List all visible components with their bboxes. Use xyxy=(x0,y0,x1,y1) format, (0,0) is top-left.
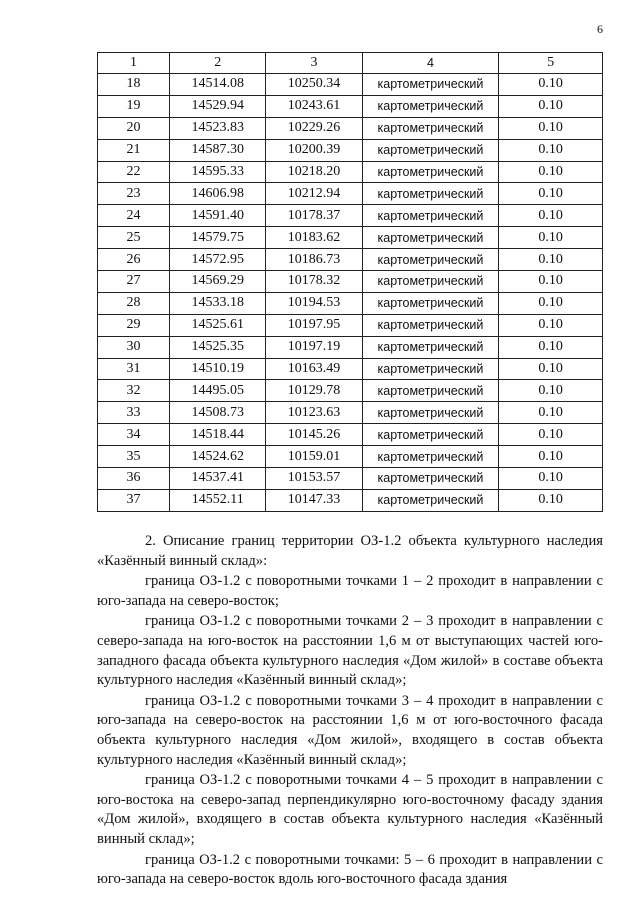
table-cell: 14525.61 xyxy=(170,314,266,336)
table-cell: 31 xyxy=(98,358,170,380)
table-cell: картометрический xyxy=(362,489,499,511)
table-cell: 10145.26 xyxy=(266,424,362,446)
table-cell: 10229.26 xyxy=(266,117,362,139)
table-cell: 10194.53 xyxy=(266,292,362,314)
paragraph: граница ОЗ-1.2 с поворотными точками 1 – 2 проходит в направлении с юго-запада на северо-восток; xyxy=(97,573,603,609)
table-cell: 14495.05 xyxy=(170,380,266,402)
table-cell: 14552.11 xyxy=(170,489,266,511)
table-cell: 18 xyxy=(98,74,170,96)
paragraph-heading: 2. Описание границ территории ОЗ-1.2 объекта культурного наследия «Казённый винный склад»: xyxy=(97,533,603,569)
table-cell: картометрический xyxy=(362,161,499,183)
table-cell: 14524.62 xyxy=(170,446,266,468)
table-cell: 10200.39 xyxy=(266,139,362,161)
table-cell: 28 xyxy=(98,292,170,314)
table-row xyxy=(98,314,603,336)
coordinates-table xyxy=(97,52,603,512)
header-cell: 3 xyxy=(266,53,362,74)
table-cell: 14606.98 xyxy=(170,183,266,205)
table-row xyxy=(98,74,603,96)
table-cell: 0.10 xyxy=(499,183,603,205)
table-cell: 21 xyxy=(98,139,170,161)
table-cell: 10178.32 xyxy=(266,271,362,293)
body-text xyxy=(97,532,603,891)
table-row xyxy=(98,117,603,139)
table-header-row xyxy=(98,53,603,74)
table-cell: 22 xyxy=(98,161,170,183)
table-cell: 14523.83 xyxy=(170,117,266,139)
table-cell: 0.10 xyxy=(499,468,603,490)
table-cell: 14514.08 xyxy=(170,74,266,96)
table-row xyxy=(98,446,603,468)
table-cell: 0.10 xyxy=(499,292,603,314)
table-cell: картометрический xyxy=(362,468,499,490)
table-cell: картометрический xyxy=(362,139,499,161)
table-row xyxy=(98,336,603,358)
paragraph: граница ОЗ-1.2 с поворотными точками 3 – 4 проходит в направлении с юго-запада на северо-восток на расстоянии 1,6 м от юго-восточного фасада объекта культурного наследия «Дом жилой», входящего в состав объекта культурного наследия «Казённый винный склад»; xyxy=(97,692,603,768)
table-row xyxy=(98,205,603,227)
table-cell: картометрический xyxy=(362,227,499,249)
table-cell: 10197.95 xyxy=(266,314,362,336)
table-cell: 0.10 xyxy=(499,205,603,227)
table-cell: 27 xyxy=(98,271,170,293)
table-cell: 0.10 xyxy=(499,161,603,183)
table-cell: 0.10 xyxy=(499,95,603,117)
table-cell: 10153.57 xyxy=(266,468,362,490)
table-row xyxy=(98,249,603,271)
table-row xyxy=(98,402,603,424)
table-cell: 10159.01 xyxy=(266,446,362,468)
table-cell: 0.10 xyxy=(499,249,603,271)
table-cell: 29 xyxy=(98,314,170,336)
table-cell: 33 xyxy=(98,402,170,424)
table-cell: 14595.33 xyxy=(170,161,266,183)
table-row xyxy=(98,183,603,205)
table-cell: 14537.41 xyxy=(170,468,266,490)
coordinates-table-body xyxy=(98,53,603,512)
table-cell: 14529.94 xyxy=(170,95,266,117)
table-row xyxy=(98,292,603,314)
table-cell: 10129.78 xyxy=(266,380,362,402)
table-cell: 14510.19 xyxy=(170,358,266,380)
table-cell: 0.10 xyxy=(499,358,603,380)
table-cell: 10178.37 xyxy=(266,205,362,227)
table-cell: 36 xyxy=(98,468,170,490)
table-cell: 0.10 xyxy=(499,227,603,249)
table-cell: картометрический xyxy=(362,292,499,314)
table-cell: 37 xyxy=(98,489,170,511)
table-cell: 0.10 xyxy=(499,74,603,96)
table-cell: 14587.30 xyxy=(170,139,266,161)
table-cell: картометрический xyxy=(362,424,499,446)
table-cell: 10197.19 xyxy=(266,336,362,358)
table-cell: 14572.95 xyxy=(170,249,266,271)
table-row xyxy=(98,468,603,490)
table-cell: 14569.29 xyxy=(170,271,266,293)
table-cell: 26 xyxy=(98,249,170,271)
header-cell: 5 xyxy=(499,53,603,74)
table-cell: картометрический xyxy=(362,183,499,205)
table-cell: картометрический xyxy=(362,95,499,117)
table-row xyxy=(98,380,603,402)
table-cell: 0.10 xyxy=(499,271,603,293)
table-row xyxy=(98,139,603,161)
table-cell: 25 xyxy=(98,227,170,249)
table-cell: 10186.73 xyxy=(266,249,362,271)
table-cell: 0.10 xyxy=(499,380,603,402)
page-number: 6 xyxy=(597,22,603,36)
table-cell: картометрический xyxy=(362,74,499,96)
table-cell: 0.10 xyxy=(499,336,603,358)
table-cell: 35 xyxy=(98,446,170,468)
table-cell: картометрический xyxy=(362,380,499,402)
table-cell: 24 xyxy=(98,205,170,227)
table-cell: 32 xyxy=(98,380,170,402)
table-cell: 23 xyxy=(98,183,170,205)
table-cell: 14591.40 xyxy=(170,205,266,227)
table-row xyxy=(98,271,603,293)
table-cell: 34 xyxy=(98,424,170,446)
table-cell: 14533.18 xyxy=(170,292,266,314)
table-cell: 10212.94 xyxy=(266,183,362,205)
table-cell: 10123.63 xyxy=(266,402,362,424)
table-row xyxy=(98,489,603,511)
table-row xyxy=(98,424,603,446)
table-cell: картометрический xyxy=(362,402,499,424)
header-cell: 2 xyxy=(170,53,266,74)
table-cell: 10163.49 xyxy=(266,358,362,380)
header-cell: 4 xyxy=(362,53,499,74)
table-cell: картометрический xyxy=(362,358,499,380)
table-cell: картометрический xyxy=(362,446,499,468)
table-cell: 14508.73 xyxy=(170,402,266,424)
table-cell: 0.10 xyxy=(499,314,603,336)
paragraph: граница ОЗ-1.2 с поворотными точками 2 – 3 проходит в направлении с северо-запада на юго-восток на расстоянии 1,6 м от выступающих частей юго-западного фасада объекта культурного наследия «Дом жилой» в составе объекта культурного наследия «Казённый винный склад»; xyxy=(97,613,603,689)
table-row xyxy=(98,358,603,380)
table-cell: 0.10 xyxy=(499,402,603,424)
paragraph: граница ОЗ-1.2 с поворотными точками 4 – 5 проходит в направлении с юго-востока на северо-запад перпендикулярно юго-восточному фасаду здания «Дом жилой», входящего в состав объекта культурного наследия «Казённый винный склад»; xyxy=(97,772,603,847)
table-cell: 0.10 xyxy=(499,424,603,446)
table-cell: картометрический xyxy=(362,314,499,336)
table-cell: 10183.62 xyxy=(266,227,362,249)
table-cell: 19 xyxy=(98,95,170,117)
table-cell: 0.10 xyxy=(499,446,603,468)
table-cell: 10218.20 xyxy=(266,161,362,183)
table-cell: 20 xyxy=(98,117,170,139)
table-cell: 14518.44 xyxy=(170,424,266,446)
table-cell: 30 xyxy=(98,336,170,358)
table-cell: картометрический xyxy=(362,205,499,227)
table-row xyxy=(98,227,603,249)
table-cell: картометрический xyxy=(362,336,499,358)
table-cell: 10250.34 xyxy=(266,74,362,96)
table-cell: 10243.61 xyxy=(266,95,362,117)
header-cell: 1 xyxy=(98,53,170,74)
table-cell: 14579.75 xyxy=(170,227,266,249)
table-cell: 0.10 xyxy=(499,489,603,511)
table-row xyxy=(98,161,603,183)
paragraph: граница ОЗ-1.2 с поворотными точками: 5 – 6 проходит в направлении с юго-запада на северо-восток вдоль юго-восточного фасада здания xyxy=(97,851,603,888)
table-row xyxy=(98,95,603,117)
table-cell: картометрический xyxy=(362,117,499,139)
table-cell: 0.10 xyxy=(499,117,603,139)
table-cell: картометрический xyxy=(362,271,499,293)
table-cell: 14525.35 xyxy=(170,336,266,358)
table-cell: 10147.33 xyxy=(266,489,362,511)
table-cell: картометрический xyxy=(362,249,499,271)
table-cell: 0.10 xyxy=(499,139,603,161)
